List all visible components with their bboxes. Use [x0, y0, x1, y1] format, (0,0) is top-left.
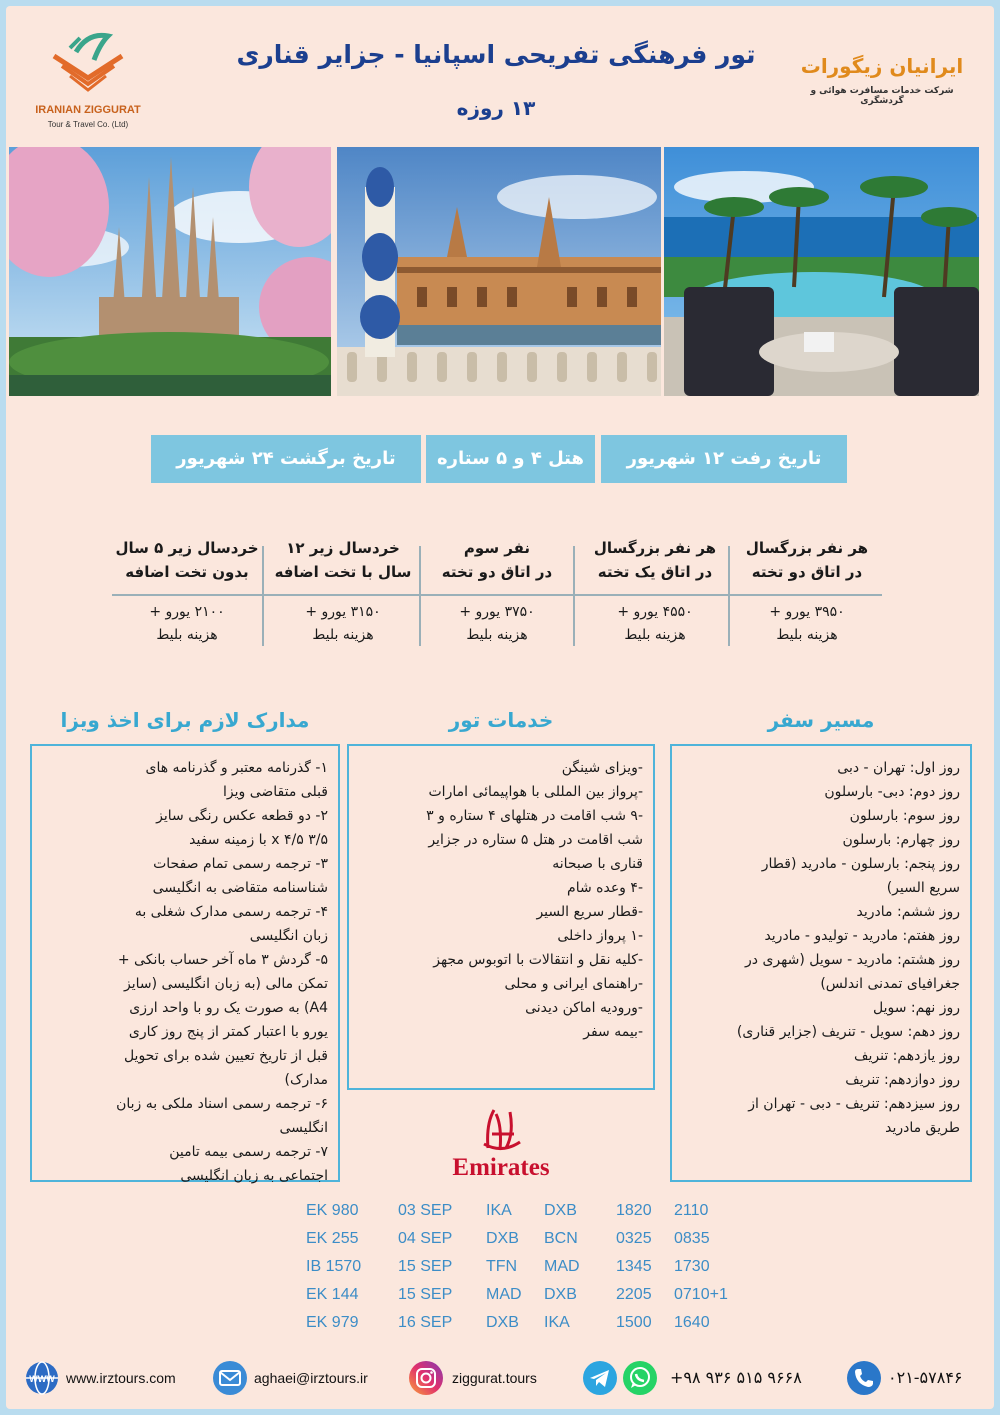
price-header: هر نفر بزرگسال	[745, 539, 869, 557]
brand-tagline: شرکت خدمات مسافرت هوائی و گردشگری	[810, 86, 954, 106]
photo-strip	[9, 147, 989, 396]
price-header: سال با تخت اضافه	[274, 563, 412, 581]
website-link[interactable]: www.irztours.com	[66, 1370, 176, 1386]
flight-to: BCN	[544, 1230, 578, 1247]
price-note: هزینه بلیط	[624, 627, 686, 643]
list-item: ۳- ترجمه رسمی تمام صفحات	[153, 856, 328, 872]
email-icon	[212, 1360, 248, 1396]
flight-from: TFN	[486, 1258, 518, 1275]
list-item: روز هشتم: مادرید - سویل (شهری در	[745, 952, 960, 968]
list-item: -ویزای شینگن	[561, 760, 643, 776]
phone-icon	[846, 1360, 882, 1396]
price-column	[732, 536, 882, 652]
flight-dep: 2205	[616, 1286, 652, 1303]
tour-duration: ۱۳ روزه	[456, 96, 536, 120]
flight-from: DXB	[486, 1314, 519, 1331]
email-link[interactable]: aghaei@irztours.ir	[254, 1370, 368, 1386]
list-item: روز هفتم: مادرید - تولیدو - مادرید	[764, 928, 960, 944]
documents-title: مدارک لازم برای اخذ ویزا	[60, 708, 310, 732]
www-label: WWW	[29, 1374, 55, 1384]
flight-date: 04 SEP	[398, 1230, 453, 1247]
list-item: زبان انگلیسی	[249, 928, 328, 944]
return-date-badge: تاریخ برگشت ۲۴ شهریور	[151, 435, 421, 483]
flight-to: IKA	[544, 1314, 570, 1331]
instagram-icon	[408, 1360, 444, 1396]
list-item: روز دوازدهم: تنریف	[845, 1072, 960, 1088]
list-item: روز چهارم: بارسلون	[842, 832, 960, 848]
list-item: یورو با اعتبار کمتر از پنج روز کاری	[128, 1024, 328, 1040]
list-item: ۷- ترجمه رسمی بیمه تامین	[169, 1144, 328, 1160]
list-item: شناسنامه متقاضی به انگلیسی	[152, 880, 328, 896]
flight-to: DXB	[544, 1286, 577, 1303]
flight-date: 15 SEP	[398, 1258, 453, 1275]
itinerary-box	[670, 744, 972, 1182]
flight-to: MAD	[544, 1258, 580, 1275]
price-header: در اتاق دو تخته	[441, 563, 553, 581]
company-logo	[28, 26, 148, 136]
list-item: ۲- دو قطعه عکس رنگی سایز	[156, 808, 328, 824]
itinerary-title: مسیر سفر	[767, 708, 875, 732]
list-item: قبلی متقاضی ویزا	[222, 784, 328, 800]
list-item: طریق مادرید	[885, 1120, 960, 1136]
whatsapp-icon	[622, 1360, 658, 1396]
flight-date: 03 SEP	[398, 1202, 453, 1219]
price-value: ۴۵۵۰ یورو +	[617, 604, 693, 620]
list-item: -قطار سریع السیر	[536, 904, 643, 920]
price-header: خردسال زیر ۵ سال	[115, 539, 259, 557]
price-col-divider	[419, 546, 421, 646]
list-item: -ورودیه اماکن دیدنی	[525, 1000, 643, 1016]
list-item: مدارک)	[284, 1072, 328, 1088]
poster	[6, 6, 994, 1409]
flight-dep: 0325	[616, 1230, 652, 1247]
office-phone[interactable]: ۰۲۱-۵۷۸۴۶	[888, 1368, 963, 1387]
flight-dep: 1500	[616, 1314, 652, 1331]
flight-arr: 2110	[674, 1202, 709, 1219]
price-header: در اتاق یک تخته	[597, 563, 713, 581]
flight-arr: 0710+1	[674, 1286, 728, 1303]
flight-to: DXB	[544, 1202, 577, 1219]
flight-dep: 1345	[616, 1258, 652, 1275]
flight-arr: 1730	[674, 1258, 710, 1275]
brand-name: ایرانیان زیگورات	[800, 54, 964, 78]
emirates-arabic-mark-icon	[436, 1104, 566, 1156]
flight-no: EK 979	[306, 1314, 359, 1331]
price-header: خردسال زیر ۱۲	[286, 539, 400, 557]
documents-box	[30, 744, 340, 1182]
list-item: روز یازدهم: تنریف	[854, 1048, 960, 1064]
price-note: هزینه بلیط	[466, 627, 528, 643]
photo-plaza-de-espana	[337, 147, 662, 396]
list-item: ۱- گذرنامه معتبر و گذرنامه های	[145, 760, 328, 776]
telegram-icon	[582, 1360, 618, 1396]
price-value: ۳۱۵۰ یورو +	[305, 604, 381, 620]
list-item: ۵- گردش ۳ ماه آخر حساب بانکی +	[117, 952, 328, 968]
price-column	[268, 536, 418, 652]
list-item: -پرواز بین المللی با هواپیمائی امارات	[428, 784, 643, 800]
flight-from: IKA	[486, 1202, 512, 1219]
flight-no: EK 144	[306, 1286, 359, 1303]
list-item: اجتماعی به زبان انگلیسی	[180, 1168, 328, 1184]
price-note: هزینه بلیط	[312, 627, 374, 643]
list-item: جغرافیای تمدنی اندلس)	[820, 976, 960, 992]
list-item: ۳/۵ x ۴/۵ با زمینه سفید	[189, 832, 328, 848]
flight-dep: 1820	[616, 1202, 652, 1219]
list-item: -بیمه سفر	[583, 1024, 643, 1040]
flight-from: MAD	[486, 1286, 522, 1303]
price-column	[580, 536, 730, 652]
hotel-rating-badge: هتل ۴ و ۵ ستاره	[426, 435, 595, 483]
list-item: -۱ پرواز داخلی	[557, 928, 643, 944]
price-note: هزینه بلیط	[156, 627, 218, 643]
departure-date-badge: تاریخ رفت ۱۲ شهریور	[601, 435, 847, 483]
flight-no: EK 255	[306, 1230, 359, 1247]
services-box	[347, 744, 655, 1090]
price-col-divider	[573, 546, 575, 646]
globe-icon	[24, 1360, 60, 1396]
price-value: ۲۱۰۰ یورو +	[149, 604, 225, 620]
flight-no: EK 980	[306, 1202, 359, 1219]
price-value: ۳۹۵۰ یورو +	[769, 604, 845, 620]
flight-arr: 1640	[674, 1314, 710, 1331]
list-item: قناری با صبحانه	[552, 856, 643, 872]
price-header: بدون تخت اضافه	[125, 563, 249, 581]
flight-from: DXB	[486, 1230, 519, 1247]
price-table	[112, 536, 882, 656]
photo-sagrada-familia	[9, 147, 334, 396]
flight-date: 16 SEP	[398, 1314, 453, 1331]
flight-date: 15 SEP	[398, 1286, 453, 1303]
logo-english-name: IRANIAN ZIGGURAT	[35, 104, 141, 116]
contact-footer	[6, 1358, 994, 1408]
list-item: روز اول: تهران - دبی	[837, 760, 960, 776]
mobile-number[interactable]: +۹۸ ۹۳۶ ۵۱۵ ۹۶۶۸	[670, 1368, 802, 1387]
list-item: ۴- ترجمه رسمی مدارک شغلی به	[134, 904, 328, 920]
list-item: سریع السیر)	[886, 880, 960, 896]
list-item: روز سیزدهم: تنریف - دبی - تهران از	[748, 1096, 960, 1112]
price-column	[112, 536, 262, 652]
list-item: ۶- ترجمه رسمی اسناد ملکی به زبان	[116, 1096, 328, 1112]
ziggurat-logo-icon	[50, 26, 126, 98]
photo-canary-resort	[664, 147, 989, 396]
list-item: -راهنمای ایرانی و محلی	[504, 976, 643, 992]
price-col-divider	[262, 546, 264, 646]
price-column	[422, 536, 572, 652]
price-note: هزینه بلیط	[776, 627, 838, 643]
list-item: روز دهم: سویل - تنریف (جزایر قناری)	[736, 1024, 960, 1040]
list-item: -کلیه نقل و انتقالات با اتوبوس مجهز	[433, 952, 643, 968]
list-item: شب اقامت در هتل ۵ ستاره در جزایر	[428, 832, 643, 848]
instagram-handle[interactable]: ziggurat.tours	[452, 1370, 537, 1386]
list-item: -۴ وعده شام	[567, 880, 643, 896]
list-item: روز ششم: مادرید	[856, 904, 960, 920]
list-item: روز پنجم: بارسلون - مادرید (قطار	[761, 856, 960, 872]
price-header: در اتاق دو تخته	[751, 563, 863, 581]
list-item: قبل از تاریخ تعیین شده برای تحویل	[123, 1048, 328, 1064]
list-item: روز سوم: بارسلون	[849, 808, 960, 824]
flight-no: IB 1570	[306, 1258, 362, 1275]
price-header: نفر سوم	[463, 539, 531, 557]
list-item: A4) به صورت یک رو با واحد ارزی	[129, 1000, 328, 1016]
flight-arr: 0835	[674, 1230, 710, 1247]
services-title: خدمات تور	[448, 708, 554, 732]
price-header: هر نفر بزرگسال	[593, 539, 717, 557]
emirates-logo	[436, 1104, 566, 1184]
price-value: ۳۷۵۰ یورو +	[459, 604, 535, 620]
tour-title: تور فرهنگی تفریحی اسپانیا - جزایر قناری	[236, 40, 756, 69]
list-item: -۹ شب اقامت در هتلهای ۴ ستاره و ۳	[426, 808, 643, 824]
emirates-wordmark: Emirates	[452, 1154, 550, 1181]
list-item: تمکن مالی (به زبان انگلیسی (سایز	[123, 976, 328, 992]
list-item: روز نهم: سویل	[872, 1000, 960, 1016]
logo-english-subtitle: Tour & Travel Co. (Ltd)	[47, 120, 129, 129]
list-item: روز دوم: دبی- بارسلون	[824, 784, 960, 800]
list-item: انگلیسی	[279, 1120, 328, 1136]
